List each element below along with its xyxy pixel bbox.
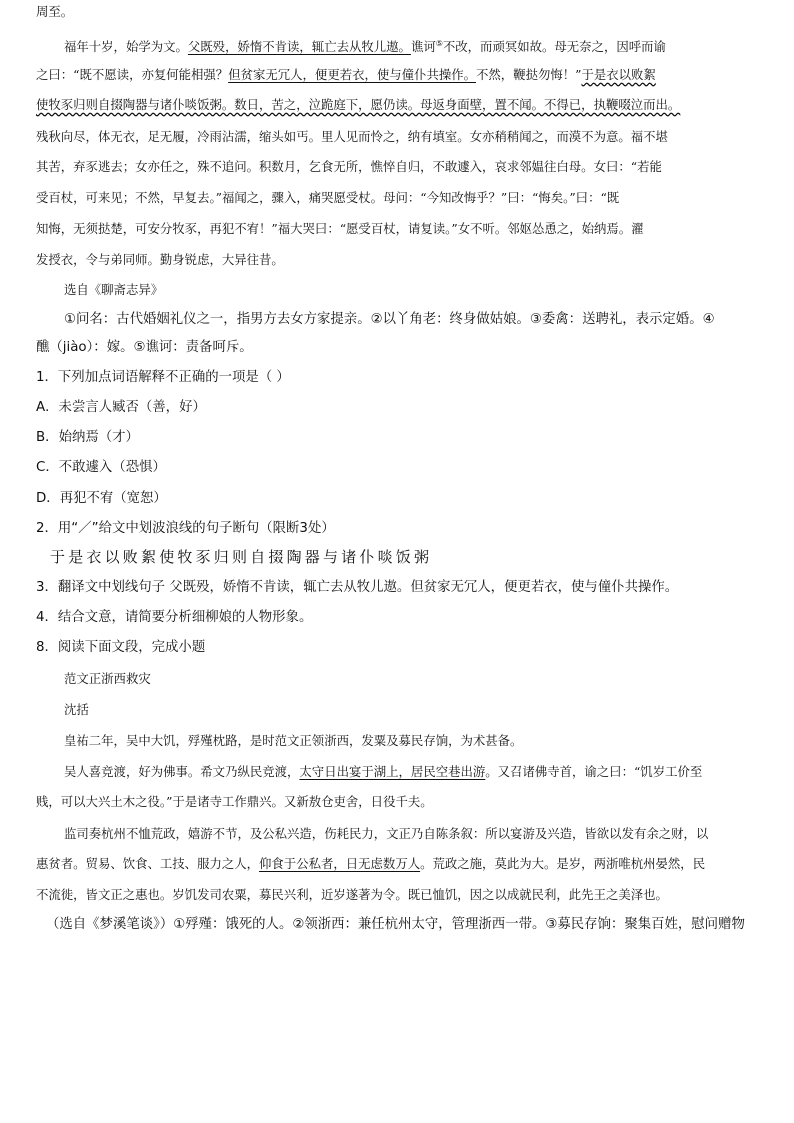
option-a: A．未尝言人臧否（善，好） — [36, 400, 206, 415]
source-line: 选自《聊斋志异》 — [64, 282, 164, 297]
question-4: 4．结合文意，请简要分析细柳娘的人物形象。 — [36, 610, 313, 625]
story-line-3: 之曰：“既不愿读，亦复何能相强？但贫家无冗人，便更若衣，使与僮仆共操作。不然，鞭挞勿悔！”于是衣以败絮 — [36, 67, 656, 82]
option-d: D．再犯不宥（宽恕） — [36, 491, 167, 506]
story-line-6: 其苦，弃豕逃去；女亦任之，殊不追问。积数月，乞食无所，憔悴自归，不敢遽入，哀求邻媪往白母。女曰：“若能 — [36, 159, 662, 174]
question-8: 8．阅读下面文段，完成小题 — [36, 640, 206, 655]
question-1: 1．下列加点词语解释不正确的一项是（ ） — [36, 370, 290, 385]
story-line-7: 受百杖，可来见；不然，早复去。”福闻之，骤入，痛哭愿受杖。母问：“今知改悔乎？”曰：“悔矣。”曰：“既 — [36, 190, 620, 205]
passage-footnote: （选自《梦溪笔谈》）①殍殣：饿死的人。②领浙西：兼任杭州太守，管理浙西一带。③募民存饷：聚集百姓，慰问赠物 — [46, 917, 745, 932]
underlined-passage-sentence-1: 太守日出宴于湖上，居民空巷出游 — [299, 764, 486, 779]
passage-line-2: 吴人喜竞渡，好为佛事。希文乃纵民竞渡，太守日出宴于湖上，居民空巷出游。又召诸佛寺首，谕之曰：“饥岁工价至 — [64, 764, 703, 779]
story-line-1: 周至。 — [36, 4, 74, 19]
passage-line-5: 惠贫者。贸易、饮食、工技、服力之人，仰食于公私者，日无虑数万人。荒政之施，莫此为大。是岁，两浙唯杭州晏然，民 — [36, 856, 706, 871]
passage-line-3: 贱，可以大兴土木之役。”于是诸寺工作鼎兴。又新敖仓吏舍，日役千夫。 — [36, 794, 433, 809]
option-b: B．始纳焉（才） — [36, 430, 139, 445]
footnote-ref: ⑤ — [435, 39, 443, 48]
underlined-passage-sentence-2: 仰食于公私者，日无虑数万人 — [259, 856, 421, 871]
question-2-sentence: 于是衣以败絮使牧豕归则自掇陶器与诸仆啖饭粥 — [50, 548, 433, 566]
passage-line-6: 不流徙，皆文正之惠也。岁饥发司农粟，募民兴利，近岁遂著为令。既已恤饥，因之以成就民利，此先王之美泽也。 — [36, 887, 668, 902]
footnote-line-2: 醮（jiào）：嫁。⑤谯诃：责备呵斥。 — [36, 340, 253, 355]
story-line-8: 知悔，无须挞楚，可安分牧豕，再犯不宥！”福大哭曰：“愿受百杖，请复读。”女不听。邻妪怂恿之，始纳焉。濯 — [36, 221, 644, 236]
underlined-sentence-1: 父既殁，娇惰不肯读，辄亡去从牧儿遨。 — [187, 39, 411, 55]
footnote-line-1: ①问名：古代婚姻礼仪之一，指男方去女方家提亲。②以丫角老：终身做姑娘。③委禽：送聘礼，表示定婚。④ — [64, 312, 715, 327]
story-line-9: 发授衣，令与弟同师。勤身锐虑，大异往昔。 — [36, 252, 284, 267]
passage-line-1: 皇祐二年，吴中大饥，殍殣枕路，是时范文正领浙西，发粟及募民存饷，为术甚备。 — [64, 733, 523, 748]
story-line-4: 使牧豕归则自掇陶器与诸仆啖饭粥。数日，苦之，泣跪庭下，愿仍读。母返身面壁，置不闻。不得已，执鞭啜泣而出。 — [36, 97, 681, 112]
story-line-5: 残秋向尽，体无衣，足无履，冷雨沾濡，缩头如丐。里人见而怜之，纳有填室。女亦稍稍闻之，而漠不为意。福不堪 — [36, 129, 668, 144]
option-c: C．不敢遽入（恐惧） — [36, 460, 166, 475]
story-line-2: 福年十岁，始学为文。父既殁，娇惰不肯读，辄亡去从牧儿遨。谯诃⑤不改，而顽冥如故。母无奈之，因呼而谕 — [64, 39, 666, 55]
passage-line-4: 监司奏杭州不恤荒政，嬉游不节，及公私兴造，伤耗民力，文正乃自陈条叙：所以宴游及兴造，皆欲以发有余之财，以 — [64, 826, 709, 841]
question-2: 2．用“／”给文中划波浪线的句子断句（限断3处） — [36, 521, 335, 536]
underlined-sentence-2: 但贫家无冗人，便更若衣，使与僮仆共操作。 — [228, 67, 477, 82]
question-3: 3．翻译文中划线句子 父既殁，娇惰不肯读，辄亡去从牧儿遨。但贫家无冗人，便更若衣，使与僮仆共操作。 — [36, 580, 679, 595]
passage-author: 沈括 — [64, 702, 89, 717]
passage-title: 范文正浙西救灾 — [64, 671, 151, 686]
wavy-underlined-sentence: 于是衣以败絮 — [581, 67, 656, 82]
